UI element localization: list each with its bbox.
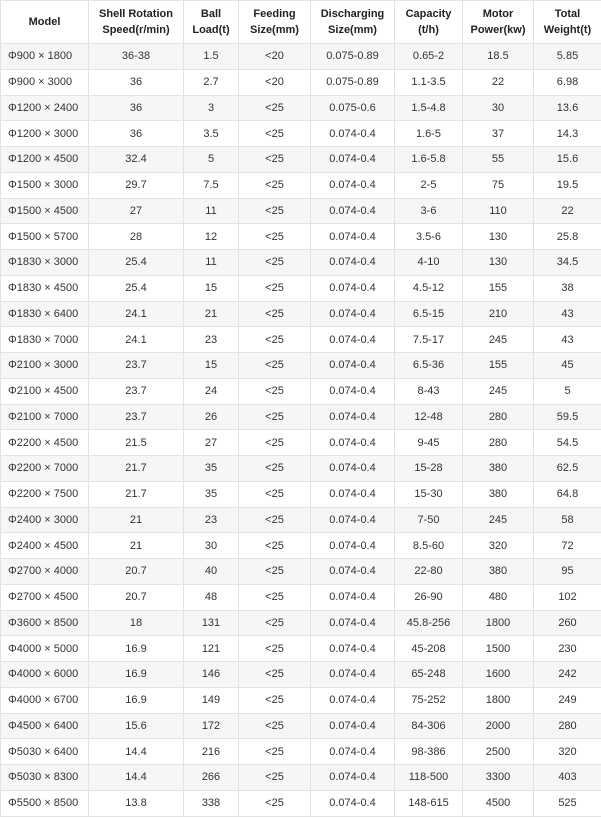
table-row bbox=[1, 378, 601, 404]
cell-model: Φ2700 × 4000 bbox=[1, 559, 89, 585]
header-discharging-size: Discharging Size(mm) bbox=[311, 1, 395, 44]
table-row bbox=[1, 713, 601, 739]
table-row bbox=[1, 327, 601, 353]
table-row bbox=[1, 456, 601, 482]
cell-ball-load: 2.7 bbox=[184, 69, 239, 95]
cell-motor-power: 2000 bbox=[463, 713, 534, 739]
cell-discharging-size: 0.074-0.4 bbox=[311, 147, 395, 173]
cell-discharging-size: 0.074-0.4 bbox=[311, 172, 395, 198]
header-total-weight: Total Weight(t) bbox=[534, 1, 601, 44]
cell-ball-load: 5 bbox=[184, 147, 239, 173]
table-row bbox=[1, 430, 601, 456]
cell-discharging-size: 0.074-0.4 bbox=[311, 456, 395, 482]
cell-capacity: 4-10 bbox=[395, 250, 463, 276]
cell-motor-power: 75 bbox=[463, 172, 534, 198]
cell-rotation-speed: 23.7 bbox=[89, 378, 184, 404]
cell-model: Φ2100 × 7000 bbox=[1, 404, 89, 430]
cell-total-weight: 15.6 bbox=[534, 147, 601, 173]
cell-ball-load: 21 bbox=[184, 301, 239, 327]
cell-ball-load: 23 bbox=[184, 327, 239, 353]
cell-rotation-speed: 36 bbox=[89, 121, 184, 147]
cell-discharging-size: 0.074-0.4 bbox=[311, 765, 395, 791]
cell-model: Φ4000 × 6000 bbox=[1, 662, 89, 688]
cell-ball-load: 11 bbox=[184, 250, 239, 276]
cell-rotation-speed: 29.7 bbox=[89, 172, 184, 198]
cell-ball-load: 3 bbox=[184, 95, 239, 121]
cell-motor-power: 130 bbox=[463, 250, 534, 276]
cell-feeding-size: <25 bbox=[239, 456, 311, 482]
cell-capacity: 6.5-36 bbox=[395, 353, 463, 379]
cell-motor-power: 1800 bbox=[463, 610, 534, 636]
cell-rotation-speed: 23.7 bbox=[89, 404, 184, 430]
cell-model: Φ900 × 3000 bbox=[1, 69, 89, 95]
header-motor-power: Motor Power(kw) bbox=[463, 1, 534, 44]
cell-capacity: 75-252 bbox=[395, 687, 463, 713]
cell-ball-load: 24 bbox=[184, 378, 239, 404]
cell-motor-power: 4500 bbox=[463, 790, 534, 816]
table-row bbox=[1, 610, 601, 636]
cell-total-weight: 43 bbox=[534, 301, 601, 327]
cell-capacity: 1.6-5.8 bbox=[395, 147, 463, 173]
cell-ball-load: 121 bbox=[184, 636, 239, 662]
cell-rotation-speed: 20.7 bbox=[89, 559, 184, 585]
cell-discharging-size: 0.074-0.4 bbox=[311, 662, 395, 688]
table-row bbox=[1, 301, 601, 327]
cell-ball-load: 26 bbox=[184, 404, 239, 430]
cell-discharging-size: 0.074-0.4 bbox=[311, 301, 395, 327]
cell-feeding-size: <25 bbox=[239, 224, 311, 250]
cell-capacity: 22-80 bbox=[395, 559, 463, 585]
cell-discharging-size: 0.074-0.4 bbox=[311, 584, 395, 610]
cell-motor-power: 130 bbox=[463, 224, 534, 250]
cell-capacity: 45-208 bbox=[395, 636, 463, 662]
cell-feeding-size: <20 bbox=[239, 69, 311, 95]
cell-feeding-size: <25 bbox=[239, 95, 311, 121]
cell-motor-power: 245 bbox=[463, 327, 534, 353]
cell-model: Φ1830 × 6400 bbox=[1, 301, 89, 327]
cell-total-weight: 43 bbox=[534, 327, 601, 353]
cell-ball-load: 35 bbox=[184, 481, 239, 507]
cell-model: Φ4500 × 6400 bbox=[1, 713, 89, 739]
cell-model: Φ5030 × 6400 bbox=[1, 739, 89, 765]
cell-model: Φ1500 × 3000 bbox=[1, 172, 89, 198]
cell-total-weight: 242 bbox=[534, 662, 601, 688]
cell-discharging-size: 0.075-0.89 bbox=[311, 44, 395, 70]
cell-discharging-size: 0.074-0.4 bbox=[311, 713, 395, 739]
cell-model: Φ2400 × 3000 bbox=[1, 507, 89, 533]
table-row bbox=[1, 44, 601, 70]
cell-total-weight: 102 bbox=[534, 584, 601, 610]
table-header bbox=[1, 1, 601, 44]
cell-capacity: 4.5-12 bbox=[395, 275, 463, 301]
cell-total-weight: 62.5 bbox=[534, 456, 601, 482]
cell-rotation-speed: 14.4 bbox=[89, 739, 184, 765]
cell-feeding-size: <25 bbox=[239, 765, 311, 791]
cell-rotation-speed: 21.7 bbox=[89, 481, 184, 507]
table-row bbox=[1, 636, 601, 662]
cell-feeding-size: <25 bbox=[239, 327, 311, 353]
cell-total-weight: 95 bbox=[534, 559, 601, 585]
cell-rotation-speed: 25.4 bbox=[89, 250, 184, 276]
cell-motor-power: 3300 bbox=[463, 765, 534, 791]
cell-ball-load: 48 bbox=[184, 584, 239, 610]
cell-motor-power: 280 bbox=[463, 404, 534, 430]
cell-rotation-speed: 21 bbox=[89, 507, 184, 533]
cell-discharging-size: 0.074-0.4 bbox=[311, 507, 395, 533]
cell-rotation-speed: 32.4 bbox=[89, 147, 184, 173]
cell-discharging-size: 0.074-0.4 bbox=[311, 610, 395, 636]
table-row bbox=[1, 69, 601, 95]
table-row bbox=[1, 559, 601, 585]
cell-motor-power: 155 bbox=[463, 353, 534, 379]
table-row bbox=[1, 198, 601, 224]
table-row bbox=[1, 687, 601, 713]
cell-total-weight: 22 bbox=[534, 198, 601, 224]
cell-rotation-speed: 15.6 bbox=[89, 713, 184, 739]
cell-feeding-size: <25 bbox=[239, 559, 311, 585]
cell-motor-power: 280 bbox=[463, 430, 534, 456]
cell-rotation-speed: 28 bbox=[89, 224, 184, 250]
cell-ball-load: 11 bbox=[184, 198, 239, 224]
cell-rotation-speed: 36-38 bbox=[89, 44, 184, 70]
cell-feeding-size: <25 bbox=[239, 636, 311, 662]
cell-rotation-speed: 23.7 bbox=[89, 353, 184, 379]
cell-total-weight: 38 bbox=[534, 275, 601, 301]
cell-rotation-speed: 20.7 bbox=[89, 584, 184, 610]
cell-total-weight: 403 bbox=[534, 765, 601, 791]
cell-motor-power: 380 bbox=[463, 481, 534, 507]
cell-model: Φ2100 × 4500 bbox=[1, 378, 89, 404]
cell-rotation-speed: 21.7 bbox=[89, 456, 184, 482]
table-row bbox=[1, 739, 601, 765]
cell-feeding-size: <25 bbox=[239, 301, 311, 327]
cell-discharging-size: 0.074-0.4 bbox=[311, 739, 395, 765]
cell-feeding-size: <25 bbox=[239, 378, 311, 404]
cell-rotation-speed: 36 bbox=[89, 95, 184, 121]
cell-model: Φ900 × 1800 bbox=[1, 44, 89, 70]
cell-total-weight: 34.5 bbox=[534, 250, 601, 276]
cell-rotation-speed: 24.1 bbox=[89, 327, 184, 353]
cell-feeding-size: <25 bbox=[239, 481, 311, 507]
header-capacity: Capacity (t/h) bbox=[395, 1, 463, 44]
cell-motor-power: 155 bbox=[463, 275, 534, 301]
cell-ball-load: 30 bbox=[184, 533, 239, 559]
cell-feeding-size: <25 bbox=[239, 584, 311, 610]
cell-rotation-speed: 16.9 bbox=[89, 662, 184, 688]
cell-discharging-size: 0.074-0.4 bbox=[311, 378, 395, 404]
cell-capacity: 3-6 bbox=[395, 198, 463, 224]
header-ball-load: Ball Load(t) bbox=[184, 1, 239, 44]
cell-motor-power: 380 bbox=[463, 559, 534, 585]
cell-discharging-size: 0.074-0.4 bbox=[311, 559, 395, 585]
cell-feeding-size: <25 bbox=[239, 687, 311, 713]
cell-feeding-size: <25 bbox=[239, 739, 311, 765]
header-shell-rotation-speed: Shell Rotation Speed(r/min) bbox=[89, 1, 184, 44]
cell-capacity: 9-45 bbox=[395, 430, 463, 456]
cell-motor-power: 1800 bbox=[463, 687, 534, 713]
cell-total-weight: 59.5 bbox=[534, 404, 601, 430]
cell-feeding-size: <25 bbox=[239, 610, 311, 636]
cell-discharging-size: 0.074-0.4 bbox=[311, 121, 395, 147]
cell-discharging-size: 0.074-0.4 bbox=[311, 430, 395, 456]
cell-model: Φ5500 × 8500 bbox=[1, 790, 89, 816]
cell-feeding-size: <25 bbox=[239, 404, 311, 430]
cell-model: Φ1830 × 3000 bbox=[1, 250, 89, 276]
table-row bbox=[1, 404, 601, 430]
table-row bbox=[1, 172, 601, 198]
table-row bbox=[1, 275, 601, 301]
cell-model: Φ2200 × 7500 bbox=[1, 481, 89, 507]
cell-capacity: 118-500 bbox=[395, 765, 463, 791]
cell-rotation-speed: 16.9 bbox=[89, 636, 184, 662]
cell-total-weight: 525 bbox=[534, 790, 601, 816]
cell-total-weight: 72 bbox=[534, 533, 601, 559]
header-row bbox=[1, 1, 601, 44]
cell-model: Φ2100 × 3000 bbox=[1, 353, 89, 379]
cell-total-weight: 260 bbox=[534, 610, 601, 636]
cell-capacity: 6.5-15 bbox=[395, 301, 463, 327]
cell-model: Φ2200 × 7000 bbox=[1, 456, 89, 482]
cell-model: Φ2200 × 4500 bbox=[1, 430, 89, 456]
cell-rotation-speed: 24.1 bbox=[89, 301, 184, 327]
table-row bbox=[1, 481, 601, 507]
cell-motor-power: 380 bbox=[463, 456, 534, 482]
cell-capacity: 7-50 bbox=[395, 507, 463, 533]
cell-model: Φ1500 × 4500 bbox=[1, 198, 89, 224]
cell-capacity: 1.5-4.8 bbox=[395, 95, 463, 121]
cell-rotation-speed: 16.9 bbox=[89, 687, 184, 713]
table-row bbox=[1, 224, 601, 250]
table-row bbox=[1, 533, 601, 559]
cell-capacity: 15-28 bbox=[395, 456, 463, 482]
cell-ball-load: 23 bbox=[184, 507, 239, 533]
table-row bbox=[1, 790, 601, 816]
cell-feeding-size: <25 bbox=[239, 121, 311, 147]
cell-total-weight: 64.8 bbox=[534, 481, 601, 507]
cell-feeding-size: <25 bbox=[239, 353, 311, 379]
cell-feeding-size: <25 bbox=[239, 430, 311, 456]
cell-discharging-size: 0.074-0.4 bbox=[311, 790, 395, 816]
cell-total-weight: 45 bbox=[534, 353, 601, 379]
cell-motor-power: 480 bbox=[463, 584, 534, 610]
cell-ball-load: 27 bbox=[184, 430, 239, 456]
cell-model: Φ1830 × 4500 bbox=[1, 275, 89, 301]
cell-rotation-speed: 21 bbox=[89, 533, 184, 559]
cell-total-weight: 58 bbox=[534, 507, 601, 533]
cell-capacity: 3.5-6 bbox=[395, 224, 463, 250]
cell-total-weight: 280 bbox=[534, 713, 601, 739]
cell-discharging-size: 0.074-0.4 bbox=[311, 224, 395, 250]
cell-feeding-size: <25 bbox=[239, 713, 311, 739]
cell-motor-power: 55 bbox=[463, 147, 534, 173]
cell-capacity: 1.1-3.5 bbox=[395, 69, 463, 95]
cell-motor-power: 22 bbox=[463, 69, 534, 95]
cell-capacity: 12-48 bbox=[395, 404, 463, 430]
header-feeding-size: Feeding Size(mm) bbox=[239, 1, 311, 44]
cell-capacity: 45.8-256 bbox=[395, 610, 463, 636]
cell-rotation-speed: 18 bbox=[89, 610, 184, 636]
cell-total-weight: 230 bbox=[534, 636, 601, 662]
cell-ball-load: 266 bbox=[184, 765, 239, 791]
table-row bbox=[1, 584, 601, 610]
cell-motor-power: 110 bbox=[463, 198, 534, 224]
cell-model: Φ1500 × 5700 bbox=[1, 224, 89, 250]
cell-total-weight: 320 bbox=[534, 739, 601, 765]
cell-feeding-size: <25 bbox=[239, 507, 311, 533]
cell-ball-load: 3.5 bbox=[184, 121, 239, 147]
cell-capacity: 8.5-60 bbox=[395, 533, 463, 559]
cell-discharging-size: 0.074-0.4 bbox=[311, 198, 395, 224]
cell-motor-power: 30 bbox=[463, 95, 534, 121]
cell-discharging-size: 0.075-0.6 bbox=[311, 95, 395, 121]
cell-capacity: 26-90 bbox=[395, 584, 463, 610]
cell-capacity: 84-306 bbox=[395, 713, 463, 739]
cell-rotation-speed: 14.4 bbox=[89, 765, 184, 791]
cell-model: Φ4000 × 6700 bbox=[1, 687, 89, 713]
table-body bbox=[1, 44, 601, 817]
cell-ball-load: 338 bbox=[184, 790, 239, 816]
cell-rotation-speed: 13.8 bbox=[89, 790, 184, 816]
cell-discharging-size: 0.074-0.4 bbox=[311, 250, 395, 276]
cell-model: Φ5030 × 8300 bbox=[1, 765, 89, 791]
cell-motor-power: 320 bbox=[463, 533, 534, 559]
cell-rotation-speed: 21.5 bbox=[89, 430, 184, 456]
cell-feeding-size: <25 bbox=[239, 172, 311, 198]
cell-ball-load: 12 bbox=[184, 224, 239, 250]
cell-ball-load: 15 bbox=[184, 275, 239, 301]
cell-model: Φ3600 × 8500 bbox=[1, 610, 89, 636]
cell-capacity: 148-615 bbox=[395, 790, 463, 816]
cell-discharging-size: 0.074-0.4 bbox=[311, 636, 395, 662]
cell-total-weight: 14.3 bbox=[534, 121, 601, 147]
cell-ball-load: 7.5 bbox=[184, 172, 239, 198]
cell-total-weight: 6.98 bbox=[534, 69, 601, 95]
cell-motor-power: 245 bbox=[463, 507, 534, 533]
cell-capacity: 65-248 bbox=[395, 662, 463, 688]
cell-rotation-speed: 25.4 bbox=[89, 275, 184, 301]
cell-total-weight: 25.8 bbox=[534, 224, 601, 250]
cell-discharging-size: 0.075-0.89 bbox=[311, 69, 395, 95]
cell-discharging-size: 0.074-0.4 bbox=[311, 327, 395, 353]
cell-capacity: 8-43 bbox=[395, 378, 463, 404]
cell-ball-load: 40 bbox=[184, 559, 239, 585]
cell-feeding-size: <20 bbox=[239, 44, 311, 70]
cell-motor-power: 245 bbox=[463, 378, 534, 404]
cell-capacity: 2-5 bbox=[395, 172, 463, 198]
cell-total-weight: 54.5 bbox=[534, 430, 601, 456]
cell-motor-power: 2500 bbox=[463, 739, 534, 765]
cell-capacity: 0.65-2 bbox=[395, 44, 463, 70]
cell-total-weight: 13.6 bbox=[534, 95, 601, 121]
cell-model: Φ1830 × 7000 bbox=[1, 327, 89, 353]
cell-ball-load: 149 bbox=[184, 687, 239, 713]
cell-discharging-size: 0.074-0.4 bbox=[311, 404, 395, 430]
cell-model: Φ1200 × 3000 bbox=[1, 121, 89, 147]
cell-capacity: 1.6-5 bbox=[395, 121, 463, 147]
cell-feeding-size: <25 bbox=[239, 790, 311, 816]
cell-ball-load: 1.5 bbox=[184, 44, 239, 70]
table-row bbox=[1, 507, 601, 533]
cell-feeding-size: <25 bbox=[239, 198, 311, 224]
header-model: Model bbox=[1, 1, 89, 44]
cell-ball-load: 35 bbox=[184, 456, 239, 482]
table-row bbox=[1, 147, 601, 173]
table-row bbox=[1, 662, 601, 688]
cell-motor-power: 1600 bbox=[463, 662, 534, 688]
cell-total-weight: 5 bbox=[534, 378, 601, 404]
cell-ball-load: 172 bbox=[184, 713, 239, 739]
table-row bbox=[1, 250, 601, 276]
cell-model: Φ2400 × 4500 bbox=[1, 533, 89, 559]
cell-ball-load: 15 bbox=[184, 353, 239, 379]
cell-discharging-size: 0.074-0.4 bbox=[311, 275, 395, 301]
cell-model: Φ2700 × 4500 bbox=[1, 584, 89, 610]
cell-rotation-speed: 27 bbox=[89, 198, 184, 224]
table-row bbox=[1, 353, 601, 379]
cell-capacity: 98-386 bbox=[395, 739, 463, 765]
cell-total-weight: 249 bbox=[534, 687, 601, 713]
cell-discharging-size: 0.074-0.4 bbox=[311, 687, 395, 713]
cell-model: Φ1200 × 4500 bbox=[1, 147, 89, 173]
cell-motor-power: 18.5 bbox=[463, 44, 534, 70]
cell-model: Φ1200 × 2400 bbox=[1, 95, 89, 121]
table-row bbox=[1, 121, 601, 147]
cell-motor-power: 210 bbox=[463, 301, 534, 327]
cell-rotation-speed: 36 bbox=[89, 69, 184, 95]
cell-discharging-size: 0.074-0.4 bbox=[311, 353, 395, 379]
cell-motor-power: 1500 bbox=[463, 636, 534, 662]
cell-total-weight: 5.85 bbox=[534, 44, 601, 70]
cell-discharging-size: 0.074-0.4 bbox=[311, 533, 395, 559]
cell-feeding-size: <25 bbox=[239, 250, 311, 276]
cell-feeding-size: <25 bbox=[239, 662, 311, 688]
cell-motor-power: 37 bbox=[463, 121, 534, 147]
cell-ball-load: 216 bbox=[184, 739, 239, 765]
cell-capacity: 15-30 bbox=[395, 481, 463, 507]
cell-feeding-size: <25 bbox=[239, 533, 311, 559]
table-row bbox=[1, 765, 601, 791]
table-row bbox=[1, 95, 601, 121]
cell-model: Φ4000 × 5000 bbox=[1, 636, 89, 662]
cell-discharging-size: 0.074-0.4 bbox=[311, 481, 395, 507]
cell-capacity: 7.5-17 bbox=[395, 327, 463, 353]
cell-feeding-size: <25 bbox=[239, 275, 311, 301]
cell-total-weight: 19.5 bbox=[534, 172, 601, 198]
cell-ball-load: 146 bbox=[184, 662, 239, 688]
cell-ball-load: 131 bbox=[184, 610, 239, 636]
cell-feeding-size: <25 bbox=[239, 147, 311, 173]
